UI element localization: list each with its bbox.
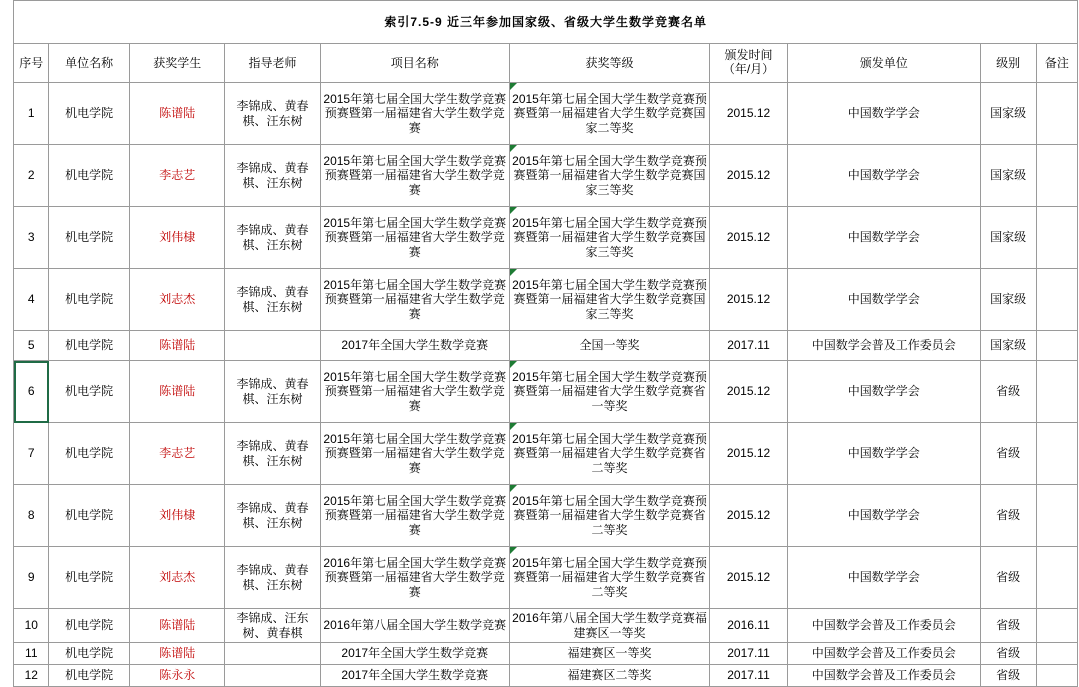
row-header-cell[interactable] <box>1 44 14 83</box>
cell-unit[interactable]: 机电学院 <box>49 269 130 331</box>
cell-student[interactable]: 刘伟棣 <box>130 485 225 547</box>
cell-level[interactable]: 国家级 <box>980 207 1036 269</box>
cell-level[interactable]: 国家级 <box>980 83 1036 145</box>
cell-award[interactable]: 2015年第七届全国大学生数学竞赛预赛暨第一届福建省大学生数学竞赛国家二等奖 <box>509 83 709 145</box>
awards-table <box>1 0 1078 687</box>
cell-level[interactable]: 国家级 <box>980 331 1036 361</box>
table-row[interactable] <box>1 547 1078 609</box>
cell-student[interactable]: 刘志杰 <box>130 547 225 609</box>
table-row[interactable] <box>1 361 1078 423</box>
cell-issuer[interactable]: 中国数学学会 <box>787 485 980 547</box>
cell-award[interactable]: 福建赛区二等奖 <box>509 665 709 687</box>
cell-unit[interactable]: 机电学院 <box>49 83 130 145</box>
cell-unit[interactable]: 机电学院 <box>49 361 130 423</box>
cell-project[interactable]: 2015年第七届全国大学生数学竞赛预赛暨第一届福建省大学生数学竞赛 <box>320 83 509 145</box>
cell-project[interactable]: 2015年第七届全国大学生数学竞赛预赛暨第一届福建省大学生数学竞赛 <box>320 269 509 331</box>
column-header-date-line1: 颁发时间 <box>724 48 773 63</box>
cell-teacher[interactable]: 李锦成、黄春棋、汪东树 <box>225 423 320 485</box>
cell-student[interactable]: 刘伟棣 <box>130 207 225 269</box>
column-header-level: 级别 <box>980 44 1036 83</box>
column-header-award: 获奖等级 <box>509 44 709 83</box>
table-row[interactable] <box>1 609 1078 643</box>
table-row[interactable] <box>1 423 1078 485</box>
column-header-teacher: 指导老师 <box>225 44 320 83</box>
cell-level[interactable]: 省级 <box>980 361 1036 423</box>
cell-student[interactable]: 刘志杰 <box>130 269 225 331</box>
cell-no[interactable]: 3 <box>14 207 49 269</box>
cell-project[interactable]: 2015年第七届全国大学生数学竞赛预赛暨第一届福建省大学生数学竞赛 <box>320 145 509 207</box>
cell-date[interactable]: 2015.12 <box>710 269 788 331</box>
row-header-cell[interactable] <box>1 423 14 485</box>
cell-remark[interactable] <box>1036 269 1077 331</box>
cell-unit[interactable]: 机电学院 <box>49 609 130 643</box>
cell-remark[interactable] <box>1036 207 1077 269</box>
cell-student[interactable]: 陈谱陆 <box>130 331 225 361</box>
cell-teacher[interactable] <box>225 643 320 665</box>
cell-award[interactable]: 2015年第七届全国大学生数学竞赛预赛暨第一届福建省大学生数学竞赛省一等奖 <box>509 361 709 423</box>
cell-no[interactable]: 10 <box>14 609 49 643</box>
table-title-row <box>1 1 1078 44</box>
cell-no[interactable]: 6 <box>14 361 49 423</box>
table-header-row <box>1 44 1078 83</box>
row-header-cell[interactable] <box>1 665 14 687</box>
cell-no[interactable]: 4 <box>14 269 49 331</box>
cell-no[interactable]: 8 <box>14 485 49 547</box>
page-title: 索引7.5-9 近三年参加国家级、省级大学生数学竞赛名单 <box>14 1 1078 44</box>
table-row[interactable] <box>1 485 1078 547</box>
cell-award[interactable]: 2015年第七届全国大学生数学竞赛预赛暨第一届福建省大学生数学竞赛国家三等奖 <box>509 269 709 331</box>
cell-student[interactable]: 陈谱陆 <box>130 83 225 145</box>
row-header-cell[interactable] <box>1 485 14 547</box>
cell-teacher[interactable]: 李锦成、黄春棋、汪东树 <box>225 207 320 269</box>
cell-date[interactable]: 2015.12 <box>710 83 788 145</box>
row-header-cell[interactable] <box>1 361 14 423</box>
cell-remark[interactable] <box>1036 145 1077 207</box>
cell-award[interactable]: 2015年第七届全国大学生数学竞赛预赛暨第一届福建省大学生数学竞赛省二等奖 <box>509 485 709 547</box>
cell-remark[interactable] <box>1036 643 1077 665</box>
cell-remark[interactable] <box>1036 361 1077 423</box>
cell-award[interactable]: 全国一等奖 <box>509 331 709 361</box>
cell-unit[interactable]: 机电学院 <box>49 331 130 361</box>
cell-date[interactable]: 2017.11 <box>710 665 788 687</box>
cell-issuer[interactable]: 中国数学学会 <box>787 547 980 609</box>
cell-issuer[interactable]: 中国数学学会 <box>787 83 980 145</box>
cell-level[interactable]: 省级 <box>980 423 1036 485</box>
table-row[interactable] <box>1 331 1078 361</box>
cell-issuer[interactable]: 中国数学学会 <box>787 145 980 207</box>
table-row[interactable] <box>1 665 1078 687</box>
row-header-cell[interactable] <box>1 547 14 609</box>
table-row[interactable] <box>1 269 1078 331</box>
cell-level[interactable]: 省级 <box>980 609 1036 643</box>
cell-award[interactable]: 福建赛区一等奖 <box>509 643 709 665</box>
cell-no[interactable]: 11 <box>14 643 49 665</box>
cell-date[interactable]: 2015.12 <box>710 423 788 485</box>
cell-teacher[interactable]: 李锦成、黄春棋、汪东树 <box>225 361 320 423</box>
cell-unit[interactable]: 机电学院 <box>49 485 130 547</box>
cell-issuer[interactable]: 中国数学会普及工作委员会 <box>787 331 980 361</box>
table-row[interactable] <box>1 83 1078 145</box>
cell-unit[interactable]: 机电学院 <box>49 207 130 269</box>
row-header-cell[interactable] <box>1 207 14 269</box>
cell-award[interactable]: 2015年第七届全国大学生数学竞赛预赛暨第一届福建省大学生数学竞赛国家三等奖 <box>509 145 709 207</box>
cell-project[interactable]: 2015年第七届全国大学生数学竞赛预赛暨第一届福建省大学生数学竞赛 <box>320 361 509 423</box>
cell-teacher[interactable]: 李锦成、黄春棋、汪东树 <box>225 485 320 547</box>
cell-date[interactable]: 2015.12 <box>710 361 788 423</box>
table-row[interactable] <box>1 643 1078 665</box>
cell-date[interactable]: 2015.12 <box>710 145 788 207</box>
row-header-cell[interactable] <box>1 145 14 207</box>
table-row[interactable] <box>1 207 1078 269</box>
cell-issuer[interactable]: 中国数学会普及工作委员会 <box>787 665 980 687</box>
cell-level[interactable]: 省级 <box>980 485 1036 547</box>
cell-remark[interactable] <box>1036 485 1077 547</box>
cell-student[interactable]: 陈谱陆 <box>130 643 225 665</box>
cell-date[interactable]: 2017.11 <box>710 331 788 361</box>
column-header-remark: 备注 <box>1036 44 1077 83</box>
cell-teacher[interactable]: 李锦成、黄春棋、汪东树 <box>225 269 320 331</box>
cell-no[interactable]: 2 <box>14 145 49 207</box>
cell-award[interactable]: 2015年第七届全国大学生数学竞赛预赛暨第一届福建省大学生数学竞赛省二等奖 <box>509 547 709 609</box>
column-header-project: 项目名称 <box>320 44 509 83</box>
row-header-cell[interactable] <box>1 643 14 665</box>
cell-issuer[interactable]: 中国数学会普及工作委员会 <box>787 609 980 643</box>
cell-teacher[interactable]: 李锦成、黄春棋、汪东树 <box>225 145 320 207</box>
column-header-no: 序号 <box>14 44 49 83</box>
cell-project[interactable]: 2016年第八届全国大学生数学竞赛 <box>320 609 509 643</box>
cell-teacher[interactable] <box>225 331 320 361</box>
cell-unit[interactable]: 机电学院 <box>49 423 130 485</box>
cell-student[interactable]: 陈谱陆 <box>130 361 225 423</box>
cell-no[interactable]: 7 <box>14 423 49 485</box>
cell-remark[interactable] <box>1036 83 1077 145</box>
row-header-cell[interactable] <box>1 1 14 44</box>
cell-date[interactable]: 2017.11 <box>710 643 788 665</box>
cell-no[interactable]: 12 <box>14 665 49 687</box>
cell-issuer[interactable]: 中国数学学会 <box>787 269 980 331</box>
cell-issuer[interactable]: 中国数学会普及工作委员会 <box>787 643 980 665</box>
cell-unit[interactable]: 机电学院 <box>49 145 130 207</box>
cell-level[interactable]: 国家级 <box>980 145 1036 207</box>
cell-date[interactable]: 2015.12 <box>710 207 788 269</box>
cell-project[interactable]: 2017年全国大学生数学竞赛 <box>320 643 509 665</box>
cell-award[interactable]: 2016年第八届全国大学生数学竞赛福建赛区一等奖 <box>509 609 709 643</box>
cell-project[interactable]: 2015年第七届全国大学生数学竞赛预赛暨第一届福建省大学生数学竞赛 <box>320 207 509 269</box>
cell-unit[interactable]: 机电学院 <box>49 665 130 687</box>
cell-date[interactable]: 2015.12 <box>710 485 788 547</box>
cell-remark[interactable] <box>1036 423 1077 485</box>
cell-student[interactable]: 李志艺 <box>130 145 225 207</box>
column-header-date <box>710 44 788 83</box>
table-row[interactable] <box>1 145 1078 207</box>
cell-unit[interactable]: 机电学院 <box>49 643 130 665</box>
cell-level[interactable]: 省级 <box>980 547 1036 609</box>
column-header-unit: 单位名称 <box>49 44 130 83</box>
cell-remark[interactable] <box>1036 547 1077 609</box>
cell-teacher[interactable] <box>225 665 320 687</box>
row-header-cell[interactable] <box>1 331 14 361</box>
cell-project[interactable]: 2015年第七届全国大学生数学竞赛预赛暨第一届福建省大学生数学竞赛 <box>320 485 509 547</box>
cell-level[interactable]: 省级 <box>980 665 1036 687</box>
cell-award[interactable]: 2015年第七届全国大学生数学竞赛预赛暨第一届福建省大学生数学竞赛国家三等奖 <box>509 207 709 269</box>
cell-level[interactable]: 国家级 <box>980 269 1036 331</box>
column-header-date-line2: （年/月） <box>722 62 775 76</box>
row-header-cell[interactable] <box>1 609 14 643</box>
cell-no[interactable]: 5 <box>14 331 49 361</box>
cell-project[interactable]: 2016年第七届全国大学生数学竞赛预赛暨第一届福建省大学生数学竞赛 <box>320 547 509 609</box>
cell-teacher[interactable]: 李锦成、汪东树、黄春棋 <box>225 609 320 643</box>
cell-award[interactable]: 2015年第七届全国大学生数学竞赛预赛暨第一届福建省大学生数学竞赛省二等奖 <box>509 423 709 485</box>
cell-issuer[interactable]: 中国数学学会 <box>787 361 980 423</box>
cell-remark[interactable] <box>1036 665 1077 687</box>
cell-remark[interactable] <box>1036 609 1077 643</box>
cell-student[interactable]: 李志艺 <box>130 423 225 485</box>
cell-issuer[interactable]: 中国数学学会 <box>787 207 980 269</box>
cell-date[interactable]: 2015.12 <box>710 547 788 609</box>
row-header-cell[interactable] <box>1 83 14 145</box>
cell-no[interactable]: 9 <box>14 547 49 609</box>
cell-remark[interactable] <box>1036 331 1077 361</box>
cell-student[interactable]: 陈永永 <box>130 665 225 687</box>
cell-unit[interactable]: 机电学院 <box>49 547 130 609</box>
cell-teacher[interactable]: 李锦成、黄春棋、汪东树 <box>225 547 320 609</box>
cell-level[interactable]: 省级 <box>980 643 1036 665</box>
cell-project[interactable]: 2017年全国大学生数学竞赛 <box>320 665 509 687</box>
column-header-student: 获奖学生 <box>130 44 225 83</box>
cell-project[interactable]: 2017年全国大学生数学竞赛 <box>320 331 509 361</box>
cell-date[interactable]: 2016.11 <box>710 609 788 643</box>
row-header-cell[interactable] <box>1 269 14 331</box>
column-header-issuer: 颁发单位 <box>787 44 980 83</box>
cell-issuer[interactable]: 中国数学学会 <box>787 423 980 485</box>
cell-project[interactable]: 2015年第七届全国大学生数学竞赛预赛暨第一届福建省大学生数学竞赛 <box>320 423 509 485</box>
cell-teacher[interactable]: 李锦成、黄春棋、汪东树 <box>225 83 320 145</box>
cell-student[interactable]: 陈谱陆 <box>130 609 225 643</box>
cell-no[interactable]: 1 <box>14 83 49 145</box>
